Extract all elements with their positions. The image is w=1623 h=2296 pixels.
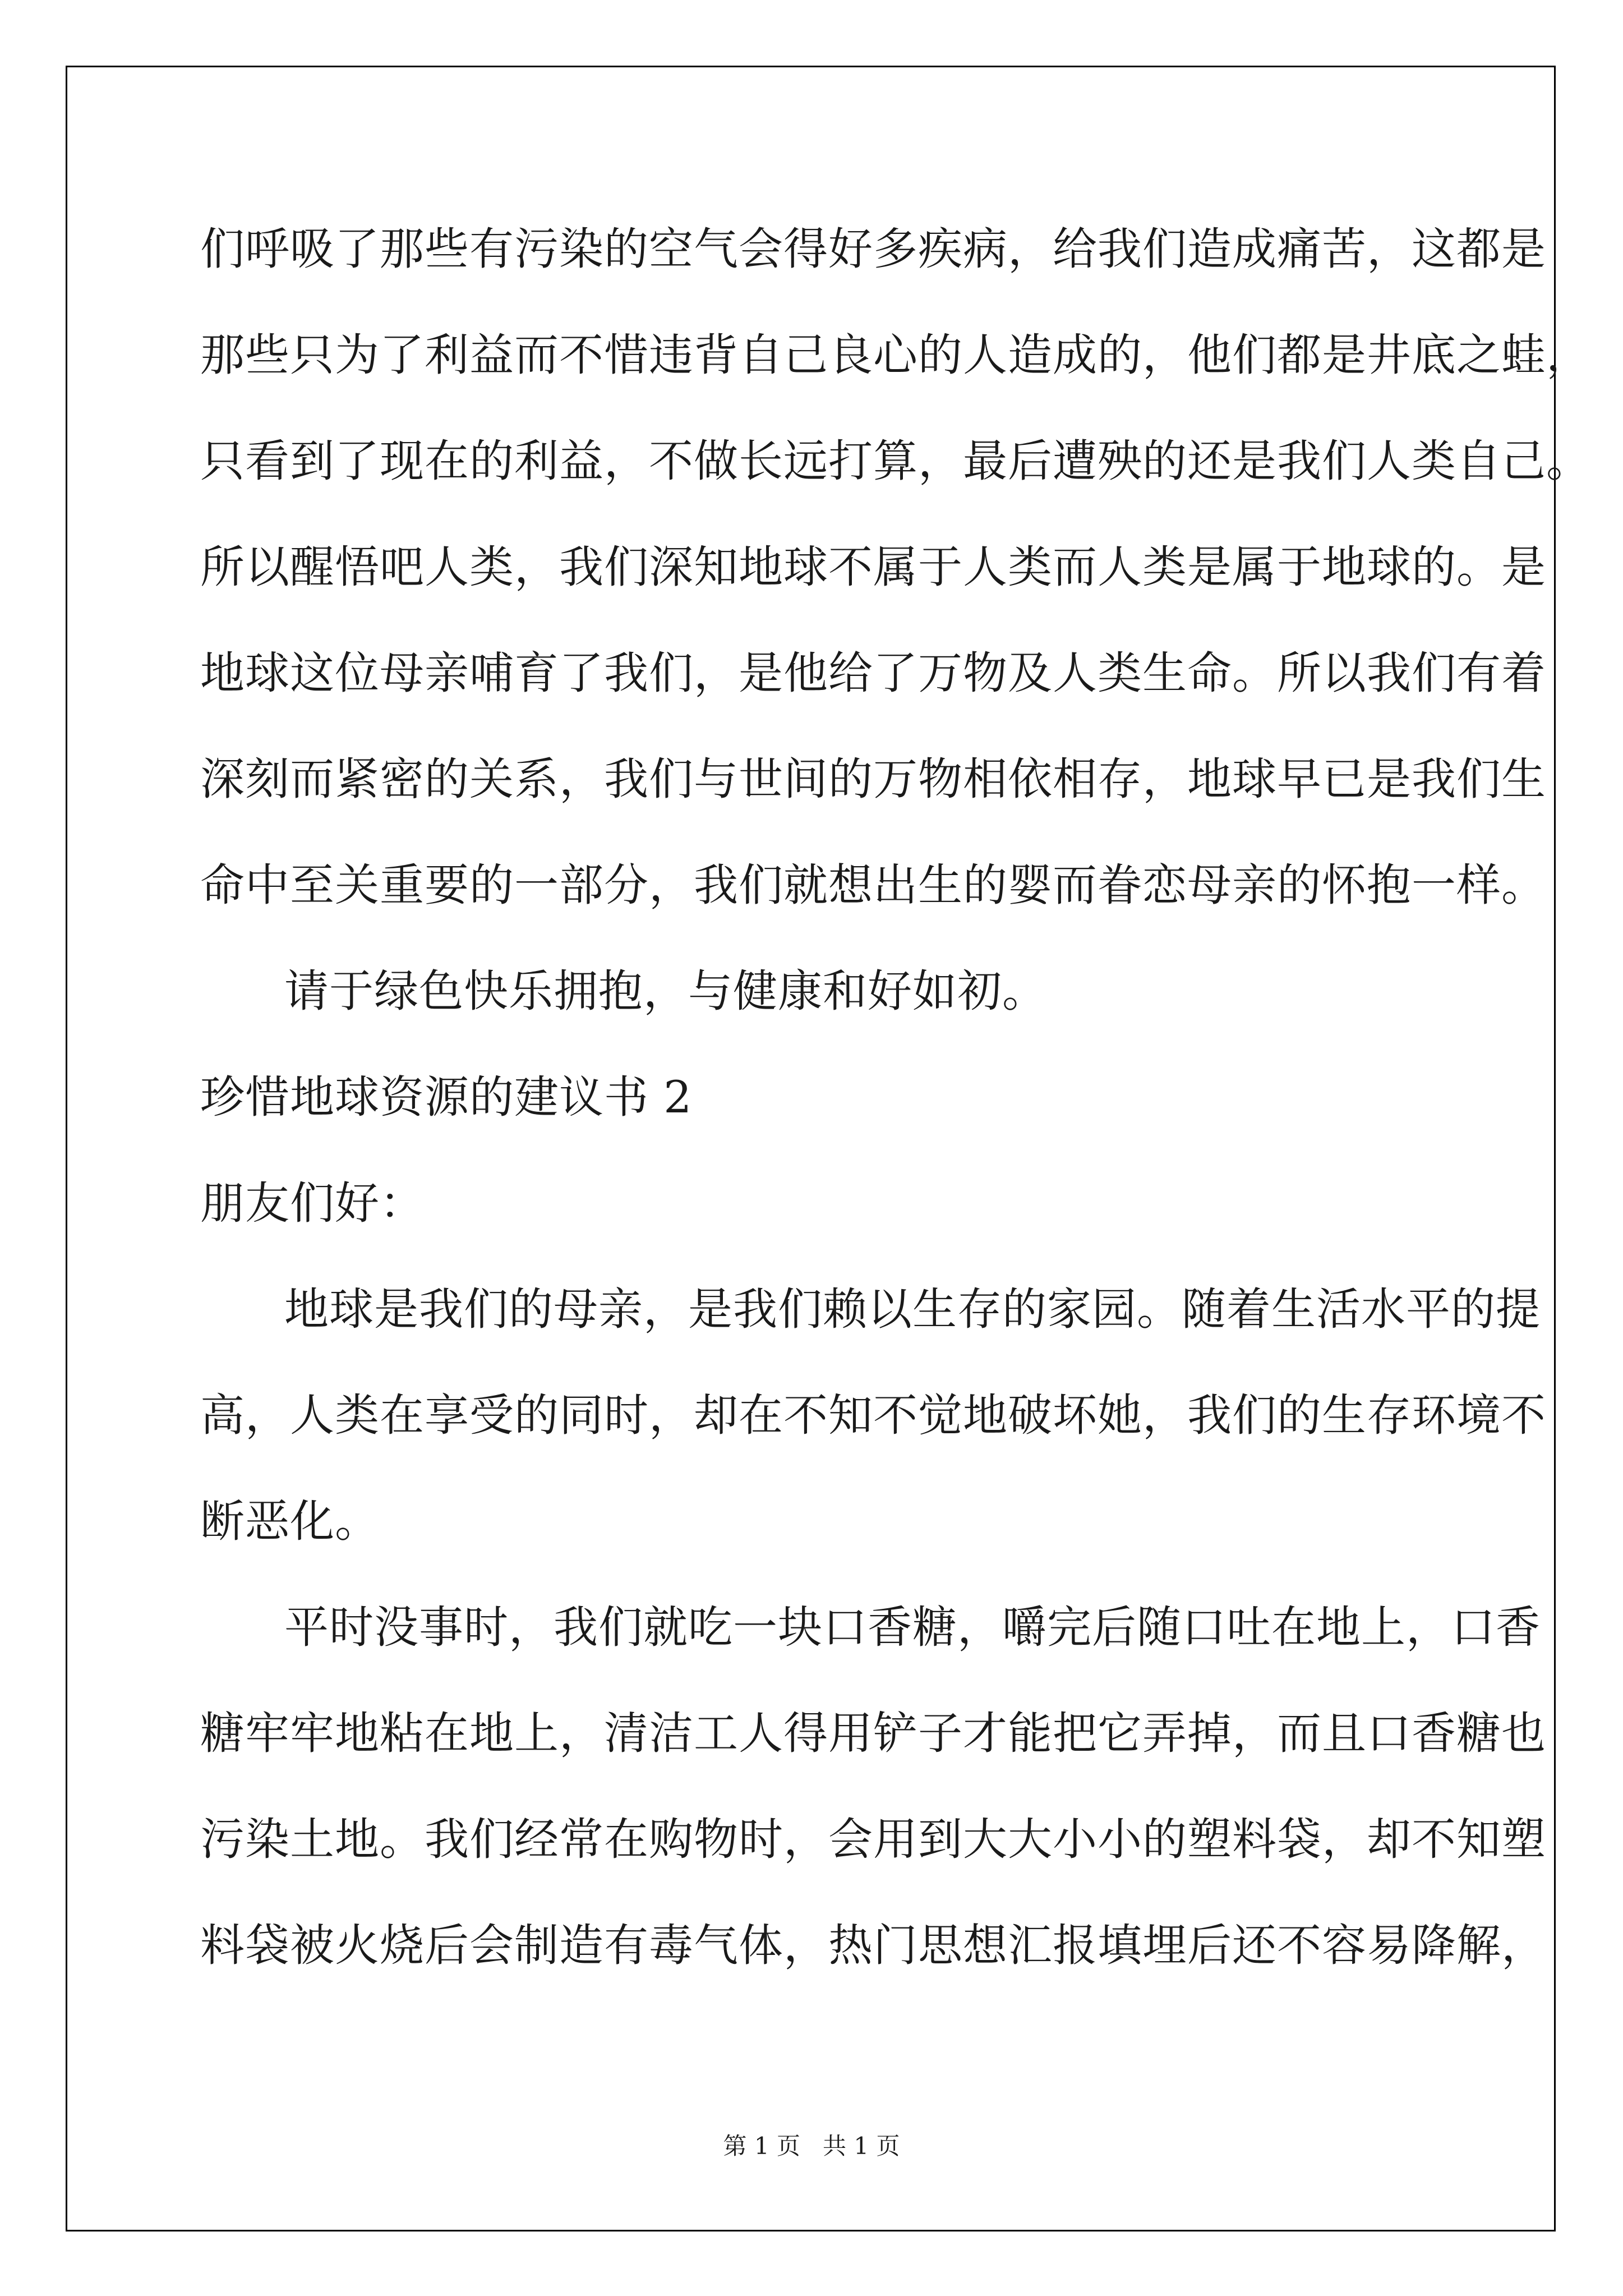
- paragraph-line: 们呼吸了那些有污染的空气会得好多疾病，给我们造成痛苦，这都是: [200, 223, 1546, 275]
- section-title: 珍惜地球资源的建议书 2: [200, 1071, 693, 1123]
- paragraph-line: 那些只为了利益而不惜违背自己良心的人造成的，他们都是井底之蛙，: [200, 329, 1591, 381]
- salutation: 朋友们好：: [200, 1177, 425, 1229]
- paragraph-line: 料袋被火烧后会制造有毒气体，热门思想汇报填埋后还不容易降解，: [200, 1920, 1546, 1971]
- document-body: [200, 215, 1591, 2018]
- paragraph-line: 深刻而紧密的关系，我们与世间的万物相依相存，地球早已是我们生: [200, 753, 1546, 805]
- paragraph-line: 糖牢牢地粘在地上，清洁工人得用铲子才能把它弄掉，而且口香糖也: [200, 1708, 1546, 1759]
- paragraph-line: 只看到了现在的利益，不做长远打算，最后遭殃的还是我们人类自己。: [200, 435, 1591, 487]
- paragraph-line: 平时没事时，我们就吃一块口香糖，嚼完后随口吐在地上，口香: [284, 1602, 1541, 1653]
- paragraph-line: 所以醒悟吧人类，我们深知地球不属于人类而人类是属于地球的。是: [200, 541, 1546, 593]
- paragraph-line: 命中至关重要的一部分，我们就想出生的婴而眷恋母亲的怀抱一样。: [200, 859, 1546, 911]
- page-number: 第 1 页 共 1 页: [723, 2132, 900, 2160]
- paragraph-line: 地球是我们的母亲，是我们赖以生存的家园。随着生活水平的提: [284, 1283, 1541, 1335]
- paragraph-line: 地球这位母亲哺育了我们，是他给了万物及人类生命。所以我们有着: [200, 647, 1546, 699]
- paragraph-line: 断恶化。: [200, 1496, 380, 1547]
- paragraph-line: 高，人类在享受的同时，却在不知不觉地破坏她，我们的生存环境不: [200, 1389, 1546, 1441]
- paragraph-line: 污染土地。我们经常在购物时，会用到大大小小的塑料袋，却不知塑: [200, 1814, 1546, 1865]
- paragraph-line: 请于绿色快乐拥抱，与健康和好如初。: [284, 965, 1047, 1017]
